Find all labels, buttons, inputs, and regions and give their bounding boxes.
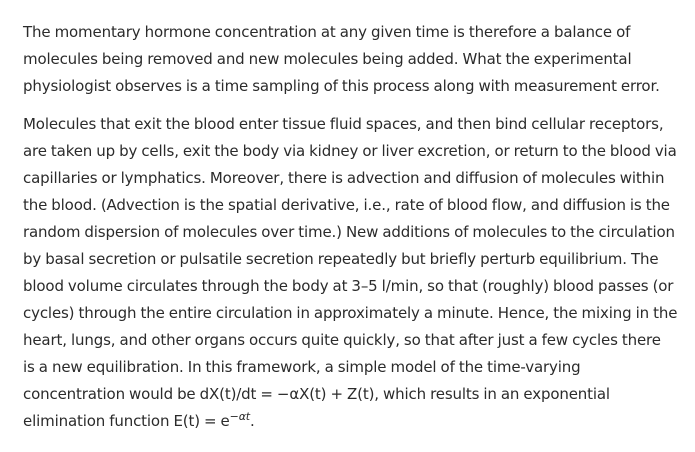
text-line: random dispersion of molecules over time.) New additions of molecules to the circulation (23, 223, 675, 241)
text-line: the blood. (Advection is the spatial derivative, i.e., rate of blood flow, and diffusion is the (23, 196, 670, 214)
equation-exponent: −αt (229, 410, 250, 423)
text-line: is a new equilibration. In this framework, a simple model of the time-varying (23, 358, 581, 376)
text-line-with-equation (23, 408, 683, 435)
text-line: The momentary hormone concentration at any given time is therefore a balance of (23, 23, 631, 41)
text-line: molecules being removed and new molecules being added. What the experimental (23, 50, 632, 68)
text-line: cycles) through the entire circulation in approximately a minute. Hence, the mixing in the (23, 304, 678, 322)
article-body (23, 19, 683, 435)
text-line: Molecules that exit the blood enter tissue fluid spaces, and then bind cellular receptors, (23, 115, 664, 133)
line-text: elimination function (23, 412, 174, 430)
text-line: blood volume circulates through the body at 3–5 l/min, so that (roughly) blood passes (or (23, 277, 674, 295)
paragraph-2 (23, 111, 683, 435)
text-line: by basal secretion or pulsatile secretion repeatedly but briefly perturb equilibrium. The (23, 250, 659, 268)
text-line-with-equation (23, 381, 683, 408)
elimination-function (173, 412, 250, 430)
line-text: , which results in an exponential (374, 385, 610, 403)
paragraph-1 (23, 19, 683, 100)
differential-equation: dX(t)/dt = −αX(t) + Z(t) (199, 385, 375, 403)
line-text: concentration would be (23, 385, 200, 403)
equation-base: E(t) = e (173, 412, 230, 430)
text-line: capillaries or lymphatics. Moreover, there is advection and diffusion of molecules within (23, 169, 665, 187)
line-text: . (249, 412, 255, 430)
text-line: heart, lungs, and other organs occurs quite quickly, so that after just a few cycles there (23, 331, 661, 349)
text-line: physiologist observes is a time sampling of this process along with measurement error. (23, 77, 660, 95)
text-line: are taken up by cells, exit the body via kidney or liver excretion, or return to the blood via (23, 142, 677, 160)
